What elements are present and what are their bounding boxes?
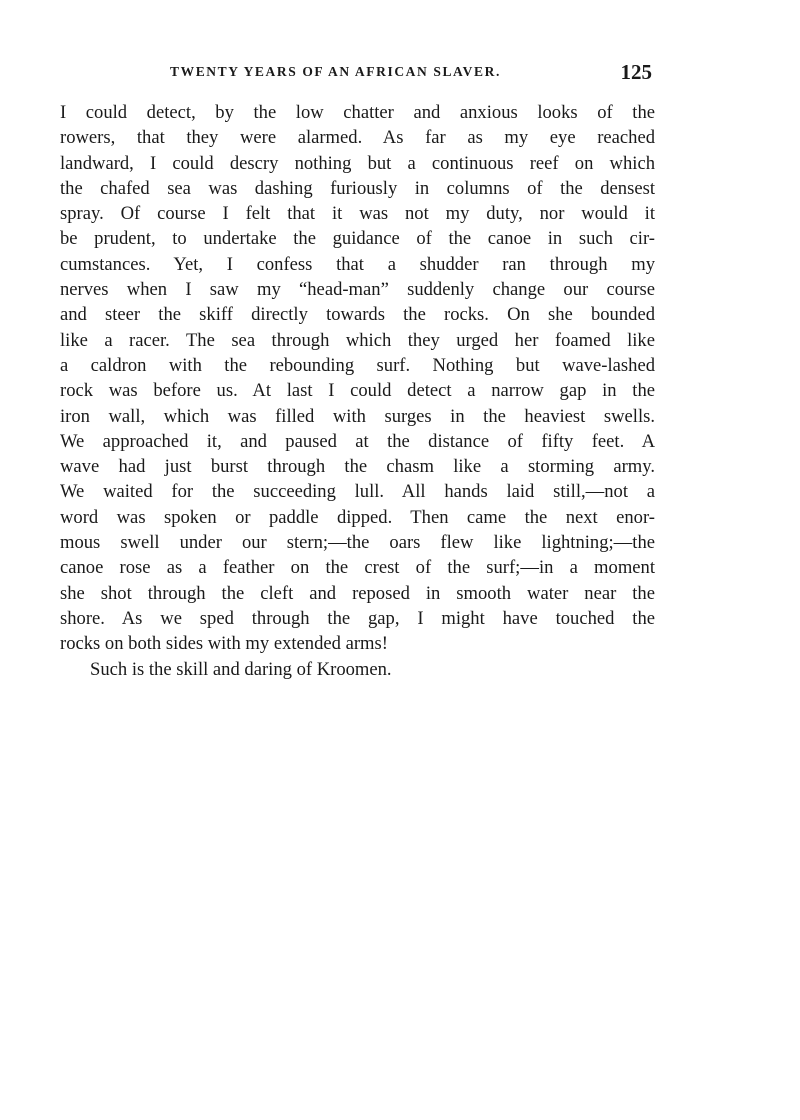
paragraph-2 — [60, 657, 655, 682]
text-line: cumstances. Yet, I confess that a shudder ran through my — [60, 253, 655, 275]
text-line: rock was before us. At last I could detect a narrow gap in the — [60, 380, 655, 402]
text-line: iron wall, which was filled with surges in the heaviest swells. — [60, 405, 655, 427]
text-line: I could detect, by the low chatter and anxious looks of the — [60, 102, 655, 123]
text-line: Such is the skill and daring of Kroomen. — [90, 658, 392, 680]
text-line: spray. Of course I felt that it was not my duty, nor would it — [60, 203, 655, 225]
text-line: a caldron with the rebounding surf. Nothing but wave-lashed — [60, 354, 655, 376]
text-line: word was spoken or paddle dipped. Then came the next enor- — [60, 506, 655, 528]
text-line: the chafed sea was dashing furiously in columns of the densest — [60, 177, 655, 199]
text-line: nerves when I saw my “head-man” suddenly change our course — [60, 279, 655, 301]
text-line: be prudent, to undertake the guidance of the canoe in such cir- — [60, 228, 655, 250]
text-line: she shot through the cleft and reposed in smooth water near the — [60, 582, 655, 604]
text-line: rowers, that they were alarmed. As far as my eye reached — [60, 127, 655, 149]
text-line: canoe rose as a feather on the crest of the surf;—in a moment — [60, 557, 655, 579]
running-title: TWENTY YEARS OF AN AFRICAN SLAVER. — [170, 64, 501, 79]
body-text — [60, 100, 655, 682]
text-line: like a racer. The sea through which they urged her foamed like — [60, 329, 655, 351]
text-line: shore. As we sped through the gap, I might have touched the — [60, 607, 655, 629]
paragraph-1 — [60, 100, 655, 657]
text-line: and steer the skiff directly towards the rocks. On she bounded — [60, 304, 655, 326]
running-head — [150, 60, 650, 88]
text-line: mous swell under our stern;—the oars flew like lightning;—the — [60, 532, 655, 554]
text-line: We waited for the succeeding lull. All hands laid still,—not a — [60, 481, 655, 503]
text-line: landward, I could descry nothing but a continuous reef on which — [60, 152, 655, 174]
text-line: We approached it, and paused at the distance of fifty feet. A — [60, 430, 655, 452]
page-number: 125 — [620, 60, 652, 84]
text-line: rocks on both sides with my extended arms! — [60, 633, 388, 655]
text-line: wave had just burst through the chasm like a storming army. — [60, 456, 655, 478]
